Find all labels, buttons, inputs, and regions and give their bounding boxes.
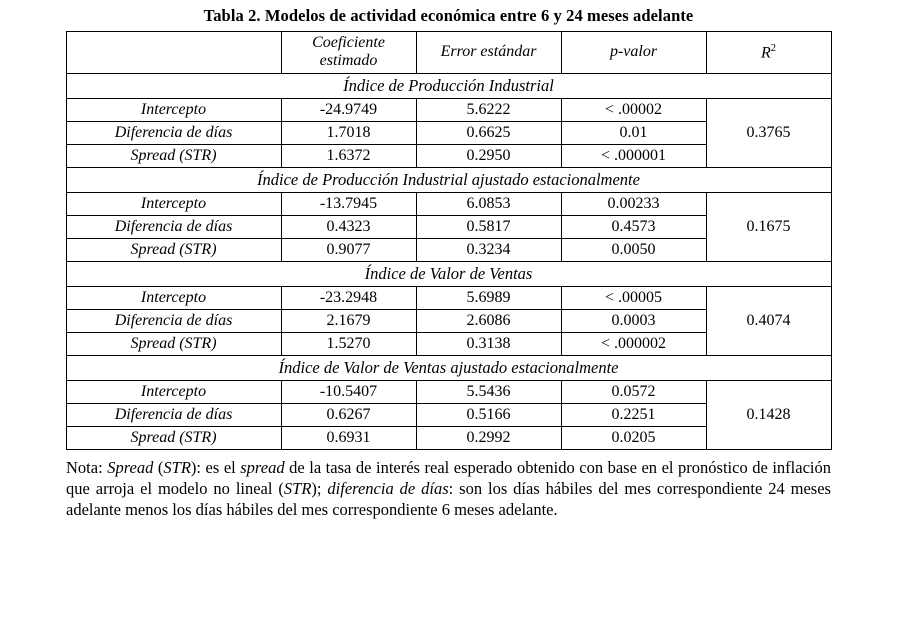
note-part-1: Nota: [66,457,108,477]
section-title-row [66,261,831,286]
row-label: Diferencia de días [66,121,281,144]
cell-coefficient: -13.7945 [281,192,416,215]
cell-coefficient: 2.1679 [281,309,416,332]
cell-pvalue: 0.0003 [561,309,706,332]
cell-pvalue: 0.0572 [561,380,706,403]
cell-standard-error: 0.3234 [416,238,561,261]
header-row [66,32,831,74]
cell-standard-error: 6.0853 [416,192,561,215]
cell-coefficient: 0.9077 [281,238,416,261]
cell-standard-error: 2.6086 [416,309,561,332]
cell-standard-error: 0.3138 [416,332,561,355]
cell-standard-error: 5.6989 [416,286,561,309]
cell-pvalue: 0.0050 [561,238,706,261]
cell-coefficient: 1.5270 [281,332,416,355]
cell-standard-error: 5.5436 [416,380,561,403]
header-label [66,32,281,74]
row-label: Spread (STR) [66,426,281,449]
table-row [66,380,831,403]
row-label: Intercepto [66,380,281,403]
note-part-6: spread [240,457,285,477]
row-label: Diferencia de días [66,215,281,238]
cell-coefficient: 1.6372 [281,144,416,167]
header-r-squared-exponent: 2 [770,42,776,54]
cell-pvalue: 0.01 [561,121,706,144]
table-body [66,73,831,449]
table-row [66,98,831,121]
note-part-5: ): es el [190,457,241,477]
table-row [66,192,831,215]
row-label: Diferencia de días [66,309,281,332]
note-part-8: STR [283,478,312,498]
row-label: Spread (STR) [66,332,281,355]
cell-pvalue: 0.2251 [561,403,706,426]
row-label: Intercepto [66,192,281,215]
cell-r-squared: 0.1675 [706,192,831,261]
note-part-4: STR [163,457,191,477]
cell-coefficient: 0.6931 [281,426,416,449]
cell-coefficient: -10.5407 [281,380,416,403]
cell-pvalue: 0.0205 [561,426,706,449]
table-caption: Tabla 2. Modelos de actividad económica entre 6 y 24 meses adelante [203,6,694,25]
table-header [66,32,831,74]
row-label: Intercepto [66,98,281,121]
cell-r-squared: 0.3765 [706,98,831,167]
cell-standard-error: 5.6222 [416,98,561,121]
cell-coefficient: -24.9749 [281,98,416,121]
header-r-squared-letter: R [761,43,771,61]
header-pvalue: p-valor [561,32,706,74]
cell-pvalue: 0.00233 [561,192,706,215]
cell-standard-error: 0.5817 [416,215,561,238]
header-r-squared [706,32,831,74]
row-label: Intercepto [66,286,281,309]
cell-coefficient: 1.7018 [281,121,416,144]
cell-pvalue: < .00002 [561,98,706,121]
results-table [66,31,832,450]
section-title-row [66,167,831,192]
cell-pvalue: < .000001 [561,144,706,167]
note-part-10: diferencia de días [327,478,449,498]
header-standard-error: Error estándar [416,32,561,74]
header-coefficient [281,32,416,74]
cell-pvalue: < .000002 [561,332,706,355]
section-title-row [66,355,831,380]
note-part-9: ); [311,478,328,498]
row-label: Spread (STR) [66,144,281,167]
note-part-2: Spread [107,457,154,477]
section-title: Índice de Valor de Ventas [66,261,831,286]
cell-standard-error: 0.5166 [416,403,561,426]
cell-coefficient: 0.4323 [281,215,416,238]
note-part-3: ( [153,457,164,477]
cell-standard-error: 0.6625 [416,121,561,144]
cell-standard-error: 0.2950 [416,144,561,167]
header-coefficient-line1: Coeficiente [312,34,385,51]
cell-standard-error: 0.2992 [416,426,561,449]
section-title: Índice de Valor de Ventas ajustado estacionalmente [66,355,831,380]
section-title-row [66,73,831,98]
cell-coefficient: 0.6267 [281,403,416,426]
note-part-7: de la tasa de interés real esperado obtenido con base en el pronóstico de inflación que arroja el modelo no lineal ( [66,457,831,498]
header-coefficient-line2: estimado [319,52,378,70]
row-label: Diferencia de días [66,403,281,426]
cell-r-squared: 0.4074 [706,286,831,355]
table-note [66,457,831,520]
note-part-11: : son los días hábiles del mes correspondiente 24 meses adelante menos los días hábiles del mes correspondiente 6 meses adelante. [66,478,831,519]
table-row [66,286,831,309]
section-title: Índice de Producción Industrial ajustado estacionalmente [66,167,831,192]
cell-pvalue: 0.4573 [561,215,706,238]
cell-r-squared: 0.1428 [706,380,831,449]
section-title: Índice de Producción Industrial [66,73,831,98]
row-label: Spread (STR) [66,238,281,261]
cell-coefficient: -23.2948 [281,286,416,309]
cell-pvalue: < .00005 [561,286,706,309]
